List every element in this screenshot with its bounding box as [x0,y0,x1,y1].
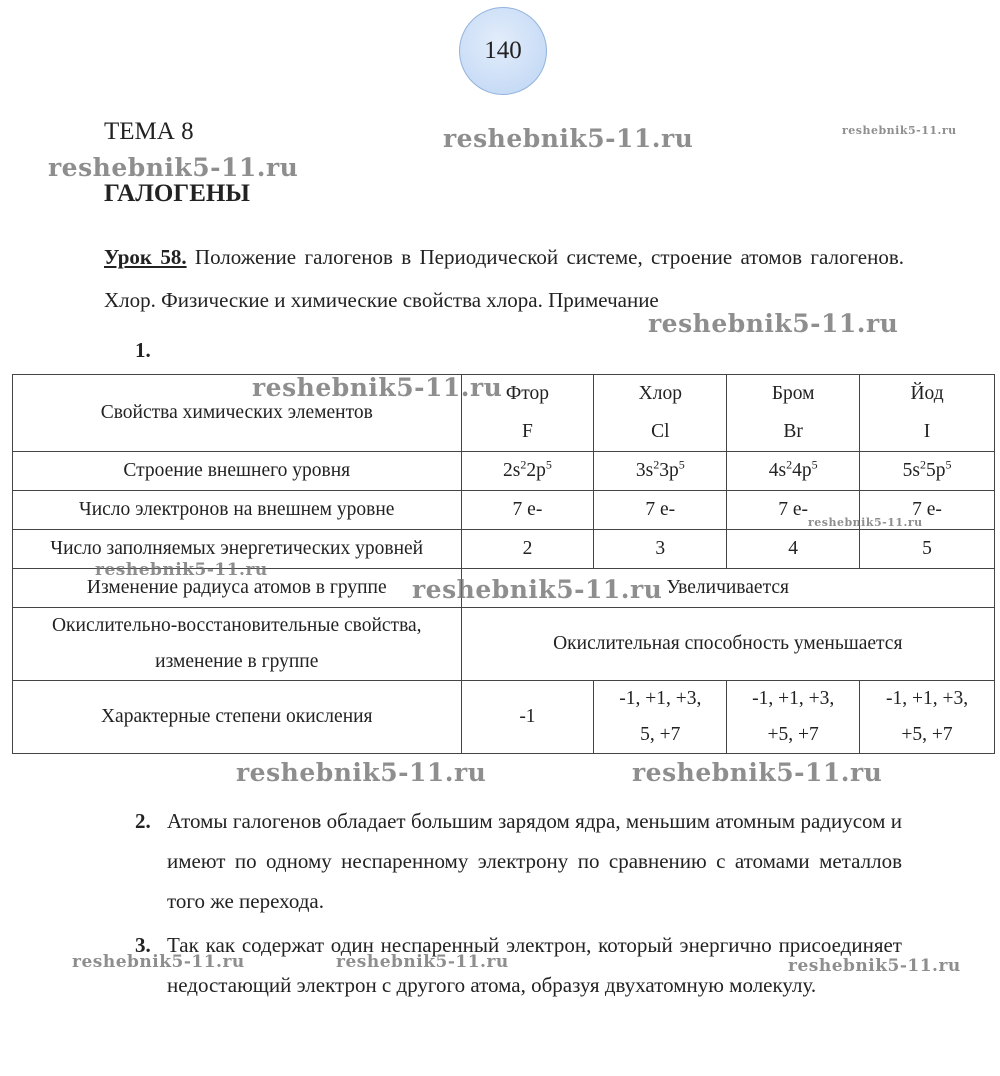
row-label: Число электронов на внешнем уровне [13,491,462,530]
element-header-cell [727,375,860,452]
watermark: reshebnik5-11.ru [252,373,503,402]
element-symbol: I [923,421,931,442]
row-label: Характерные степени окисления [13,681,462,754]
watermark: reshebnik5-11.ru [236,758,487,787]
watermark: reshebnik5-11.ru [808,516,923,529]
element-symbol: Cl [651,421,670,442]
row-label: Число заполняемых энергетических уровней [13,530,462,569]
watermark: reshebnik5-11.ru [648,309,899,338]
table-row-oxidation [13,681,995,754]
merged-value-cell: Окислительная способность уменьшается [461,608,994,681]
chapter-title: ГАЛОГЕНЫ [104,180,250,207]
value-cell: 5 [860,530,995,569]
watermark: reshebnik5-11.ru [842,124,957,137]
element-symbol: Br [783,421,803,442]
watermark: reshebnik5-11.ru [412,575,663,604]
config-cell: $4s^24p^5$ [727,452,860,491]
value-cell: 7 е- [727,491,860,530]
watermark: reshebnik5-11.ru [788,956,961,976]
value-cell: 2 [461,530,594,569]
value-cell: 3 [594,530,727,569]
config-cell: $2s^22p^5$ [461,452,594,491]
lesson-text: Положение галогенов в Периодической системе, строение атомов галогенов. Хлор. Физические и химические свойства хлора. Примечание [104,245,905,312]
watermark: reshebnik5-11.ru [632,758,883,787]
header-label-cell: Свойства химических элементов [13,375,462,452]
merged-value-cell: Увеличивается [461,569,994,608]
config-cell: $3s^23p^5$ [594,452,727,491]
element-header-cell [594,375,727,452]
value-cell: 7 е- [461,491,594,530]
element-header-cell [860,375,995,452]
row-label: Строение внешнего уровня [13,452,462,491]
page-number: 140 [484,37,522,64]
page-number-badge [459,7,547,95]
value-cell: 7 е- [860,491,995,530]
element-name: Йод [910,383,944,404]
task-1-number: 1. [135,338,151,362]
watermark: reshebnik5-11.ru [72,952,245,972]
task-2-text: Атомы галогенов обладает большим зарядом ядра, меньшим атомным радиусом и имеют по одному неспаренному электрону по сравнению с атомами металлов того же перехода. [167,809,902,913]
element-name: Хлор [638,383,682,404]
row-label: Изменение радиуса атомов в группе [13,569,462,608]
value-cell: -1, +1, +3, +5, +7 [860,681,995,754]
row-label: Окислительно-восстановительные свойства, изменение в группе [13,608,462,681]
value-cell: -1, +1, +3, +5, +7 [727,681,860,754]
table-header-row [13,375,995,452]
watermark: reshebnik5-11.ru [443,124,694,153]
element-symbol: F [522,421,533,442]
element-name: Фтор [505,383,550,404]
value-cell: -1 [461,681,594,754]
task-3-number: 3. [135,933,151,957]
watermark: reshebnik5-11.ru [95,560,268,580]
watermark: reshebnik5-11.ru [48,153,299,182]
config-cell: $5s^25p^5$ [860,452,995,491]
table-row-redox [13,608,995,681]
watermark: reshebnik5-11.ru [336,952,509,972]
value-cell: 7 е- [594,491,727,530]
value-cell: -1, +1, +3, 5, +7 [594,681,727,754]
lesson-label: Урок 58. [104,245,187,269]
topic-heading: ТЕМА 8 [104,118,194,145]
task-2-paragraph [135,801,902,913]
element-name: Бром [771,383,815,404]
table-row-structure [13,452,995,491]
task-2-number: 2. [135,809,151,833]
value-cell: 4 [727,530,860,569]
task-3-text: Так как содержат один неспаренный электрон, который энергично присоединяет недостающий электрон с другого атома, образуя двухатомную молекулу. [167,933,902,997]
